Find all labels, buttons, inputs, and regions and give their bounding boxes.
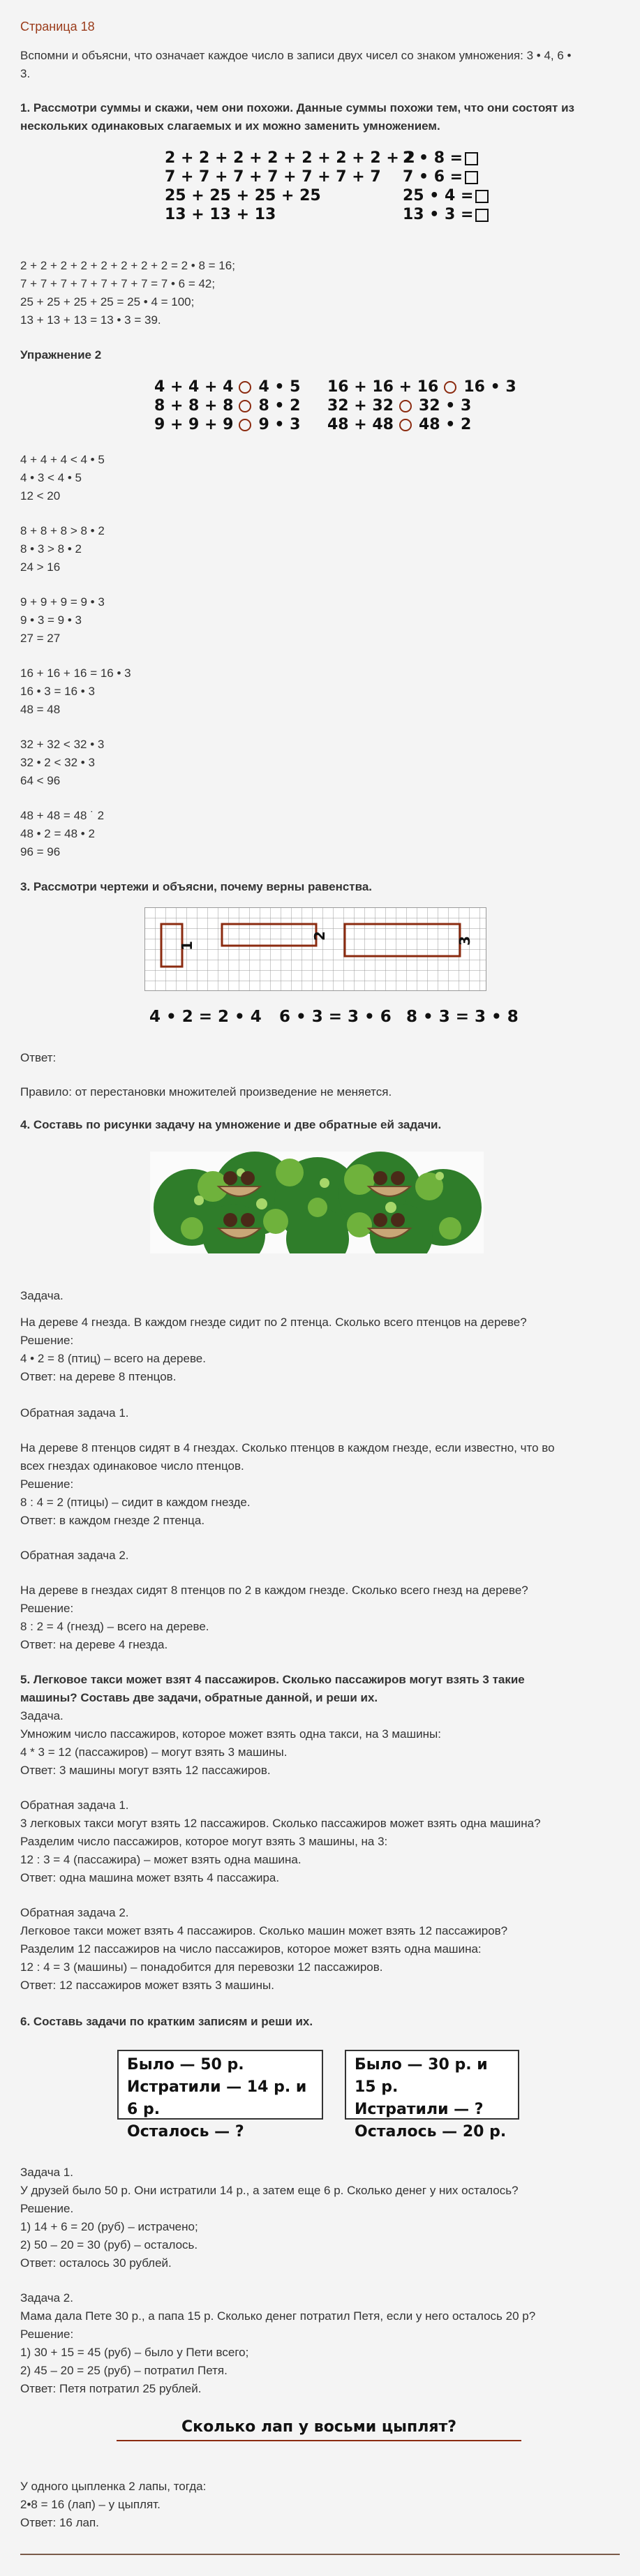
answer-line: 2 + 2 + 2 + 2 + 2 + 2 + 2 + 2 = 2 • 8 = 16;: [20, 259, 235, 272]
task4-line: Задача.: [20, 1289, 64, 1302]
note-line: Осталось — 20 р.: [355, 2123, 507, 2141]
task4-line: Решение:: [20, 1334, 74, 1347]
sum-expression: 25 + 25 + 25 + 25: [165, 187, 321, 204]
task4-line: Ответ: в каждом гнезде 2 птенца.: [20, 1514, 205, 1527]
answer-line: 7 + 7 + 7 + 7 + 7 + 7 + 7 = 7 • 6 = 42;: [20, 277, 216, 290]
note-line: Истратили — 14 р. и 6 р.: [127, 2078, 307, 2118]
circle-icon: [399, 419, 412, 431]
task1-title: 1. Рассмотри суммы и скажи, чем они похожи. Данные суммы похожи тем, что они состоят из: [20, 101, 574, 114]
task4-line: Ответ: на дереве 8 птенцов.: [20, 1370, 177, 1383]
task5-line: Обратная задача 1.: [20, 1799, 129, 1812]
puzzle-line: 2•8 = 16 (лап) – у цыплят.: [20, 2498, 161, 2511]
rule-text: Правило: от перестановки множителей произведение не меняется.: [20, 1085, 392, 1099]
task6-line: Мама дала Пете 30 р., а папа 15 р. Сколько денег потратил Петя, если у него осталось 20 р?: [20, 2309, 536, 2323]
task4-line: Решение:: [20, 1477, 74, 1491]
task4-line: На дереве 4 гнезда. В каждом гнезде сидит по 2 птенца. Сколько всего птенцов на дереве?: [20, 1316, 527, 1329]
task4-title: 4. Составь по рисунки задачу на умножение и две обратные ей задачи.: [20, 1118, 442, 1131]
task4-line: На дереве 8 птенцов сидят в 4 гнездах. Сколько птенцов в каждом гнезде, если известно, что во: [20, 1441, 555, 1454]
solution-line: 16 • 3 = 16 • 3: [20, 685, 95, 698]
task4-line: Ответ: на дереве 4 гнезда.: [20, 1638, 168, 1651]
answer-line: 13 + 13 + 13 = 13 • 3 = 39.: [20, 313, 161, 327]
grid-drawing: [144, 907, 486, 991]
task6-line: Задача 1.: [20, 2166, 73, 2179]
task5-line: Ответ: 12 пассажиров может взять 3 машины.: [20, 1979, 274, 1992]
note-line: Осталось — ?: [127, 2123, 244, 2141]
task5-title: 5. Легковое такси может взят 4 пассажиров. Сколько пассажиров могут взять 3 такие: [20, 1673, 525, 1686]
task4-line: 8 : 4 = 2 (птицы) – сидит в каждом гнезде.: [20, 1496, 251, 1509]
puzzle-underline: [117, 2440, 521, 2441]
equality: 8 • 3 = 3 • 8: [406, 1008, 519, 1026]
task5-line: 3 легковых такси могут взять 12 пассажиров. Сколько пассажиров может взять одна машина?: [20, 1817, 541, 1830]
task5-line: 4 * 3 = 12 (пассажиров) – могут взять 3 машины.: [20, 1745, 288, 1759]
solution-line: 32 + 32 < 32 • 3: [20, 738, 105, 751]
answer-label: Ответ:: [20, 1051, 57, 1064]
sum-expression: 2 + 2 + 2 + 2 + 2 + 2 + 2 + 2: [165, 149, 415, 167]
task5-line: Легковое такси может взять 4 пассажиров. Сколько машин может взять 12 пассажиров?: [20, 1924, 508, 1937]
solution-line: 48 = 48: [20, 703, 61, 716]
task6-line: 1) 30 + 15 = 45 (руб) – было у Пети всего;: [20, 2346, 249, 2359]
product-expression: 25 • 4 =: [403, 187, 489, 204]
task6-line: 2) 45 – 20 = 25 (руб) – потратил Петя.: [20, 2364, 228, 2377]
task5-line: Ответ: 3 машины могут взять 12 пассажиров.: [20, 1764, 271, 1777]
task5-line: Разделим 12 пассажиров на число пассажиров, которое может взять одна машина:: [20, 1942, 482, 1956]
sum-expression: 13 + 13 + 13: [165, 206, 276, 223]
task6-line: Решение.: [20, 2202, 74, 2215]
solution-line: 4 + 4 + 4 < 4 • 5: [20, 453, 105, 466]
product-expression: 2 • 8 =: [403, 149, 478, 167]
task6-line: Ответ: Петя потратил 25 рублей.: [20, 2382, 202, 2395]
comparison: 8 + 8 + 8 8 • 2: [154, 397, 301, 415]
task5-title: машины? Составь две задачи, обратные данной, и реши их.: [20, 1691, 378, 1704]
product-expression: 13 • 3 =: [403, 206, 489, 223]
task4-line: Решение:: [20, 1602, 74, 1615]
solution-line: 8 + 8 + 8 > 8 • 2: [20, 524, 105, 537]
task4-line: На дереве в гнездах сидят 8 птенцов по 2 в каждом гнезде. Сколько всего гнезд на дереве?: [20, 1584, 528, 1597]
task4-line: всех гнездах одинаковое число птенцов.: [20, 1459, 244, 1473]
note-line: Было — 50 р.: [127, 2056, 244, 2074]
circle-icon: [399, 400, 412, 412]
puzzle-line: Ответ: 16 лап.: [20, 2516, 99, 2529]
solution-line: 24 > 16: [20, 560, 61, 574]
comparison: 32 + 32 32 • 3: [327, 397, 472, 415]
equality: 4 • 2 = 2 • 4: [149, 1008, 262, 1026]
task6-line: 1) 14 + 6 = 20 (руб) – истрачено;: [20, 2220, 198, 2233]
comparison: 9 + 9 + 9 9 • 3: [154, 416, 301, 433]
comparison: 4 + 4 + 4 4 • 5: [154, 378, 301, 396]
puzzle-title: Сколько лап у восьми цыплят?: [181, 2418, 456, 2436]
solution-line: 27 = 27: [20, 632, 61, 645]
task3-title: 3. Рассмотри чертежи и объясни, почему верны равенства.: [20, 880, 373, 893]
task6-line: У друзей было 50 р. Они истратили 14 р., а затем еще 6 р. Сколько денег у них осталось?: [20, 2184, 519, 2197]
circle-icon: [239, 419, 251, 431]
label-1: 1: [179, 941, 195, 951]
task5-line: Разделим число пассажиров, которое могут взять 3 машины, на 3:: [20, 1835, 388, 1848]
task4-line: 4 • 2 = 8 (птиц) – всего на дереве.: [20, 1352, 206, 1365]
task6-title: 6. Составь задачи по кратким записям и реши их.: [20, 2015, 313, 2028]
circle-icon: [239, 400, 251, 412]
empty-box-icon: [475, 209, 489, 222]
solution-line: 12 < 20: [20, 489, 61, 502]
solution-line: 9 • 3 = 9 • 3: [20, 613, 82, 627]
solution-line: 4 • 3 < 4 • 5: [20, 471, 82, 484]
intro-line: 3.: [20, 67, 31, 80]
task4-line: Обратная задача 1.: [20, 1406, 129, 1420]
solution-line: 64 < 96: [20, 774, 61, 787]
circle-icon: [444, 381, 456, 394]
short-note-1: [117, 2050, 323, 2141]
task6-line: Ответ: осталось 30 рублей.: [20, 2256, 172, 2270]
solution-line: 96 = 96: [20, 845, 61, 858]
note-line: Было — 30 р. и 15 р.: [355, 2056, 488, 2096]
task4-line: 8 : 2 = 4 (гнезд) – всего на дереве.: [20, 1620, 209, 1633]
intro-line: Вспомни и объясни, что означает каждое число в записи двух чисел со знаком умножения: 3 • 4, 6 •: [20, 49, 572, 62]
label-3: 3: [456, 936, 473, 946]
task6-line: 2) 50 – 20 = 30 (руб) – осталось.: [20, 2238, 198, 2251]
empty-box-icon: [475, 190, 489, 203]
task4-line: Обратная задача 2.: [20, 1549, 129, 1562]
task5-line: 12 : 3 = 4 (пассажира) – может взять одна машина.: [20, 1853, 302, 1866]
task5-line: Обратная задача 2.: [20, 1906, 129, 1919]
sum-expression: 7 + 7 + 7 + 7 + 7 + 7 + 7: [165, 168, 381, 186]
product-expression: 7 • 6 =: [403, 168, 478, 186]
equality: 6 • 3 = 3 • 6: [279, 1008, 392, 1026]
solution-line: 9 + 9 + 9 = 9 • 3: [20, 595, 105, 609]
solution-line: 32 • 2 < 32 • 3: [20, 756, 95, 769]
comparison: 48 + 48 48 • 2: [327, 416, 472, 433]
solution-line: 48 • 2 = 48 • 2: [20, 827, 95, 840]
empty-box-icon: [465, 152, 478, 165]
task5-line: Задача.: [20, 1709, 64, 1722]
task5-line: Умножим число пассажиров, которое может взять одна такси, на 3 машины:: [20, 1727, 441, 1741]
solution-line: 8 • 3 > 8 • 2: [20, 542, 82, 556]
circle-icon: [239, 381, 251, 394]
task5-line: Ответ: одна машина может взять 4 пассажира.: [20, 1871, 280, 1884]
task6-line: Решение:: [20, 2328, 74, 2341]
solution-line: 16 + 16 + 16 = 16 • 3: [20, 667, 131, 680]
short-note-2: [345, 2050, 519, 2141]
page-header: Страница 18: [20, 20, 95, 33]
task5-line: 12 : 4 = 3 (машины) – понадобится для перевозки 12 пассажиров.: [20, 1960, 383, 1974]
task6-line: Задача 2.: [20, 2291, 73, 2305]
answer-line: 25 + 25 + 25 + 25 = 25 • 4 = 100;: [20, 295, 195, 308]
comparison: 16 + 16 + 16 16 • 3: [327, 378, 516, 396]
solution-line: 48 + 48 = 48 ˙ 2: [20, 809, 105, 822]
task1-title: нескольких одинаковых слагаемых и их можно заменить умножением.: [20, 119, 440, 133]
note-line: Истратили — ?: [355, 2101, 484, 2118]
puzzle-line: У одного цыпленка 2 лапы, тогда:: [20, 2480, 207, 2493]
exercise2-title: Упражнение 2: [20, 348, 102, 362]
label-2: 2: [311, 931, 328, 941]
empty-box-icon: [465, 171, 478, 184]
bottom-divider: [20, 2554, 620, 2555]
tree-with-nests-illustration: [150, 1152, 484, 1253]
